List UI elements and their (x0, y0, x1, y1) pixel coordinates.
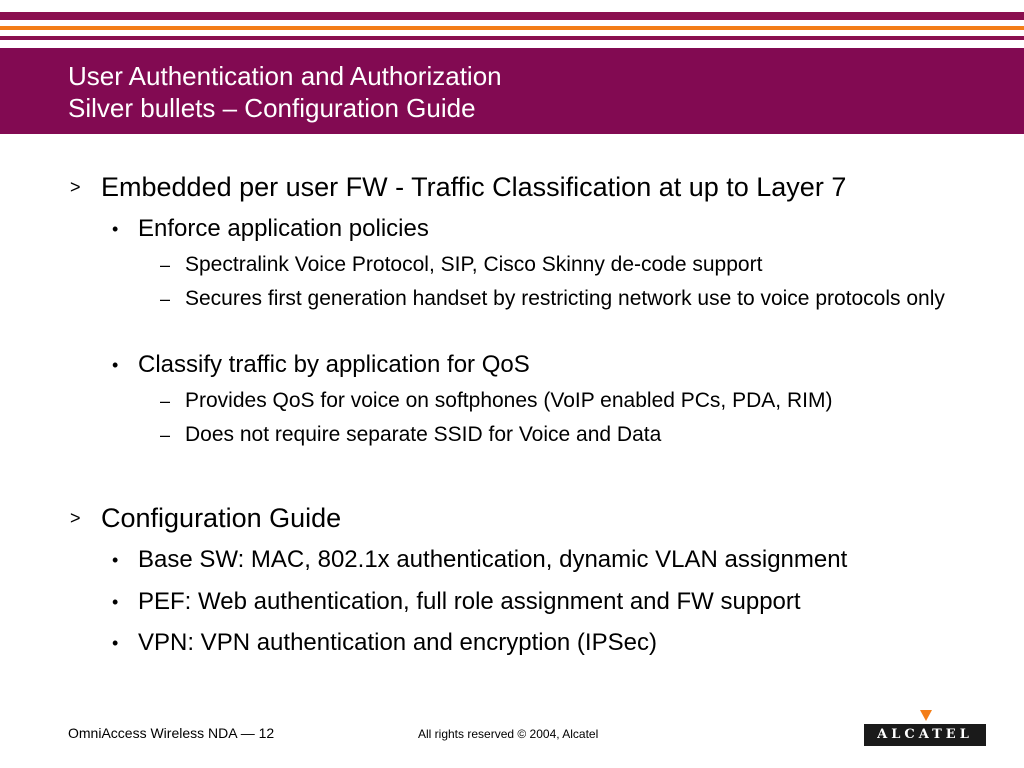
footer-page-label: OmniAccess Wireless NDA — 12 (68, 725, 275, 741)
logo-text: ALCATEL (877, 727, 973, 742)
arrow-marker: > (70, 177, 81, 197)
lower-accent-band (0, 36, 1024, 40)
dash-marker: – (160, 425, 171, 445)
dash-marker: – (160, 255, 171, 275)
bullet-marker: • (112, 550, 119, 570)
alcatel-logo (864, 710, 986, 746)
sub-bullet-text: Secures first generation handset by restricting network use to voice protocols only (185, 287, 945, 310)
footer-copyright: All rights reserved © 2004, Alcatel (418, 727, 599, 741)
bullet-text: VPN: VPN authentication and encryption (IPSec) (138, 629, 657, 656)
bullet-marker: • (112, 219, 119, 239)
arrow-marker: > (70, 508, 81, 528)
sub-bullet-text: Does not require separate SSID for Voice and Data (185, 423, 662, 446)
bullet-marker: • (112, 355, 119, 375)
dash-marker: – (160, 289, 171, 309)
slide-subtitle: Silver bullets – Configuration Guide (68, 93, 476, 123)
bullet-marker: • (112, 592, 119, 612)
orange-accent-stripe (0, 26, 1024, 30)
bullet-text: Classify traffic by application for QoS (138, 351, 530, 378)
bullet-text: Base SW: MAC, 802.1x authentication, dynamic VLAN assignment (138, 546, 848, 573)
bullet-marker: • (112, 633, 119, 653)
bullet-text: Enforce application policies (138, 215, 429, 242)
slide-title: User Authentication and Authorization (68, 61, 502, 91)
top-accent-band (0, 12, 1024, 20)
section-heading-text: Embedded per user FW - Traffic Classification at up to Layer 7 (101, 172, 847, 202)
orange-triangle-icon (920, 710, 932, 721)
sub-bullet-text: Provides QoS for voice on softphones (VoIP enabled PCs, PDA, RIM) (185, 389, 833, 412)
bullet-text: PEF: Web authentication, full role assignment and FW support (138, 588, 801, 615)
section-heading-text: Configuration Guide (101, 503, 342, 533)
dash-marker: – (160, 391, 171, 411)
sub-bullet-text: Spectralink Voice Protocol, SIP, Cisco Skinny de-code support (185, 253, 763, 276)
